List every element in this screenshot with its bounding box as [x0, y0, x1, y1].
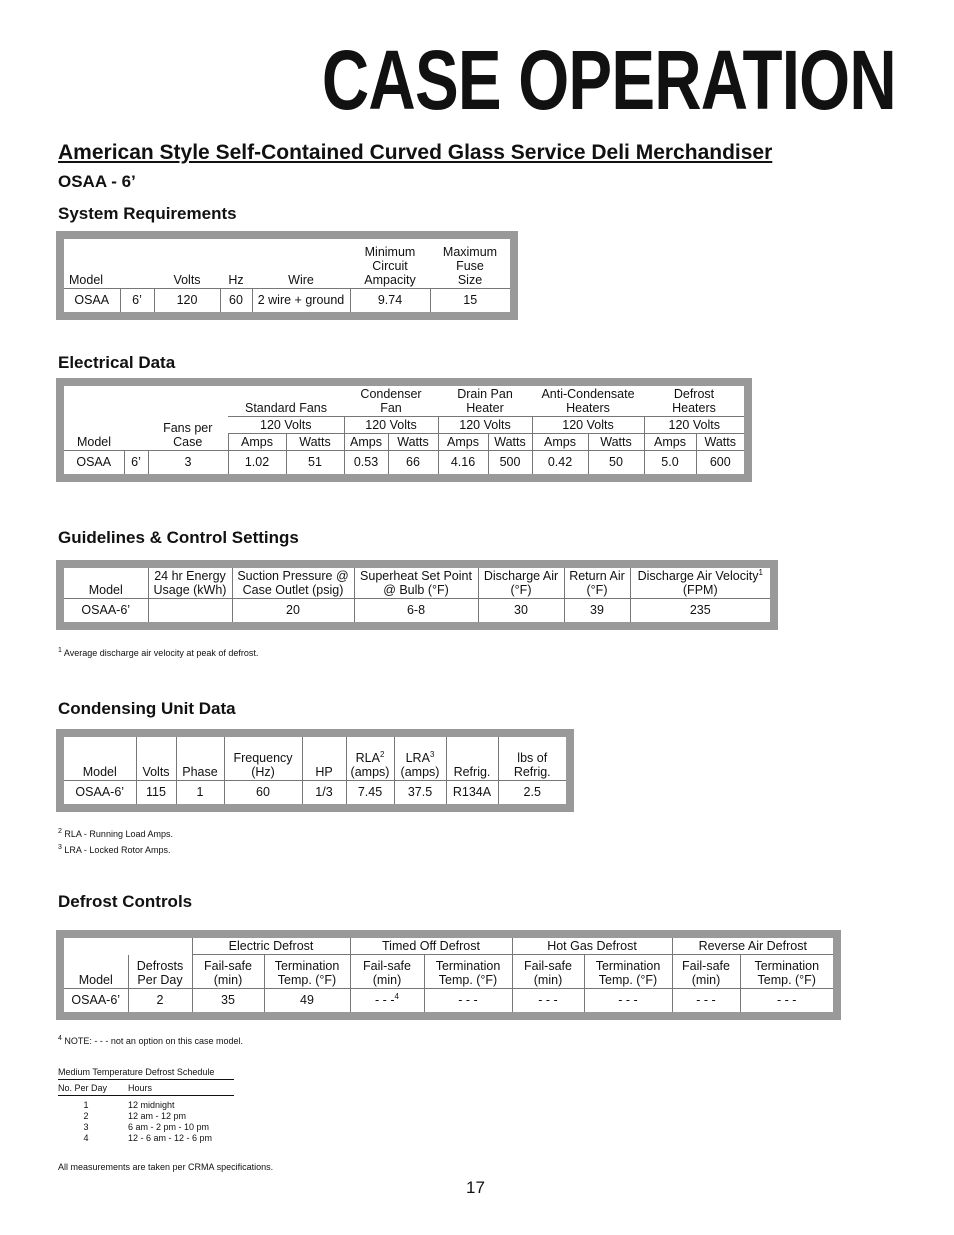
header-termination-temp: Termination Temp. (°F): [264, 955, 350, 989]
header-defrosts-per-day: Defrosts Per Day: [128, 955, 192, 989]
table-row: OSAA-6’ 20 6-8 30 39 235: [64, 599, 770, 623]
page-title: CASE OPERATION: [322, 33, 896, 127]
header-reverse-air-defrost: Reverse Air Defrost: [672, 938, 833, 955]
defrost-schedule-table: [58, 1067, 234, 1144]
table-row: OSAA-6’ 2 35 49 - - -$^4$ - - - - - - - - - - - - - - -: [64, 989, 833, 1013]
header-model: Model: [78, 973, 113, 987]
header-volts: 120 Volts: [228, 417, 344, 434]
header-volts: Volts: [173, 273, 201, 287]
header-hp: HP: [302, 737, 346, 781]
header-watts: Watts: [696, 434, 744, 451]
model-heading: OSAA - 6’: [58, 172, 136, 191]
header-model: Model: [69, 273, 104, 287]
footnote-3: $^3$ LRA - Locked Rotor Amps.: [58, 844, 171, 855]
header-max-fuse-size: Maximum Fuse Size: [442, 245, 498, 287]
table-row: 4 12 - 6 am - 12 - 6 pm: [83, 1133, 213, 1143]
table-row: 2 12 am - 12 pm: [83, 1111, 187, 1121]
measurements-note: All measurements are taken per CRMA specifications.: [58, 1162, 274, 1172]
table-row: 1 12 midnight: [83, 1100, 175, 1110]
table-row: OSAA 6’ 120 60 2 wire + ground 9.74 15: [64, 289, 510, 313]
header-model: Model: [76, 435, 112, 449]
header-frequency: Frequency (Hz): [224, 737, 302, 781]
header-amps: Amps: [532, 434, 588, 451]
header-failsafe: Fail-safe (min): [192, 955, 264, 989]
header-amps: Amps: [644, 434, 696, 451]
table-row: OSAA 6’ 3 1.02 51 0.53 66 4.16 500 0.42 50 5.0 600: [64, 451, 744, 475]
electrical-data-table: [56, 378, 752, 482]
header-watts: Watts: [286, 434, 344, 451]
header-condenser-fan: Condenser Fan: [344, 386, 438, 417]
guidelines-table: [56, 560, 778, 630]
header-watts: Watts: [388, 434, 438, 451]
guidelines-heading: Guidelines & Control Settings: [58, 528, 299, 547]
header-discharge-air-velocity: Discharge Air Velocity$^1$ (FPM): [630, 568, 770, 599]
header-hz: Hz: [228, 273, 244, 287]
header-energy-usage: 24 hr Energy Usage (kWh): [148, 568, 232, 599]
header-volts: 120 Volts: [344, 417, 438, 434]
header-failsafe: Fail-safe (min): [512, 955, 584, 989]
header-standard-fans: Standard Fans: [228, 386, 344, 417]
header-volts: 120 Volts: [438, 417, 532, 434]
header-watts: Watts: [488, 434, 532, 451]
schedule-caption: Medium Temperature Defrost Schedule: [58, 1067, 234, 1080]
table-row: OSAA-6’ 115 1 60 1/3 7.45 37.5 R134A 2.5: [64, 781, 566, 805]
footnote-2: $^2$ RLA - Running Load Amps.: [58, 828, 173, 839]
header-wire: Wire: [288, 273, 314, 287]
header-electric-defrost: Electric Defrost: [192, 938, 350, 955]
header-lra: LRA$^3$ (amps): [394, 737, 446, 781]
table-row: 3 6 am - 2 pm - 10 pm: [83, 1122, 210, 1132]
footnote-4: $^4$ NOTE: - - - not an option on this case model.: [58, 1035, 244, 1046]
header-volts: Volts: [136, 737, 176, 781]
system-requirements-table: [56, 231, 518, 320]
schedule-header-hours: Hours: [128, 1083, 153, 1093]
header-amps: Amps: [344, 434, 388, 451]
header-fans-per-case: Fans per Case: [163, 421, 213, 449]
header-failsafe: Fail-safe (min): [672, 955, 740, 989]
header-hot-gas-defrost: Hot Gas Defrost: [512, 938, 672, 955]
footnote-1: $^1$ Average discharge air velocity at peak of defrost.: [58, 647, 259, 658]
header-suction-pressure: Suction Pressure @ Case Outlet (psig): [232, 568, 354, 599]
page-number: 17: [466, 1178, 485, 1197]
document-subtitle: American Style Self-Contained Curved Glass Service Deli Merchandiser: [58, 141, 773, 164]
header-amps: Amps: [228, 434, 286, 451]
header-anti-condensate-heaters: Anti-Condensate Heaters: [532, 386, 644, 417]
defrost-controls-heading: Defrost Controls: [58, 892, 193, 911]
header-rla: RLA$^2$ (amps): [346, 737, 394, 781]
header-timed-off-defrost: Timed Off Defrost: [350, 938, 512, 955]
header-failsafe: Fail-safe (min): [350, 955, 424, 989]
header-amps: Amps: [438, 434, 488, 451]
header-superheat-set-point: Superheat Set Point @ Bulb (°F): [354, 568, 478, 599]
header-volts: 120 Volts: [644, 417, 744, 434]
header-lbs-of-refrig: lbs of Refrig.: [498, 737, 566, 781]
header-volts: 120 Volts: [532, 417, 644, 434]
header-drain-pan-heater: Drain Pan Heater: [438, 386, 532, 417]
header-defrost-heaters: Defrost Heaters: [644, 386, 744, 417]
header-return-air: Return Air (°F): [564, 568, 630, 599]
header-termination-temp: Termination Temp. (°F): [424, 955, 512, 989]
schedule-header-no-per-day: No. Per Day: [58, 1083, 108, 1093]
condensing-unit-table: [56, 729, 574, 812]
header-model: Model: [88, 583, 123, 597]
header-discharge-air: Discharge Air (°F): [478, 568, 564, 599]
header-termination-temp: Termination Temp. (°F): [584, 955, 672, 989]
header-min-circuit-ampacity: Minimum Circuit Ampacity: [364, 245, 416, 287]
header-phase: Phase: [176, 737, 224, 781]
header-refrig: Refrig.: [446, 737, 498, 781]
header-model: Model: [82, 765, 117, 779]
electrical-data-heading: Electrical Data: [58, 353, 176, 372]
condensing-unit-heading: Condensing Unit Data: [58, 699, 236, 718]
defrost-controls-table: [56, 930, 841, 1020]
header-watts: Watts: [588, 434, 644, 451]
system-requirements-heading: System Requirements: [58, 204, 237, 223]
header-termination-temp: Termination Temp. (°F): [740, 955, 833, 989]
